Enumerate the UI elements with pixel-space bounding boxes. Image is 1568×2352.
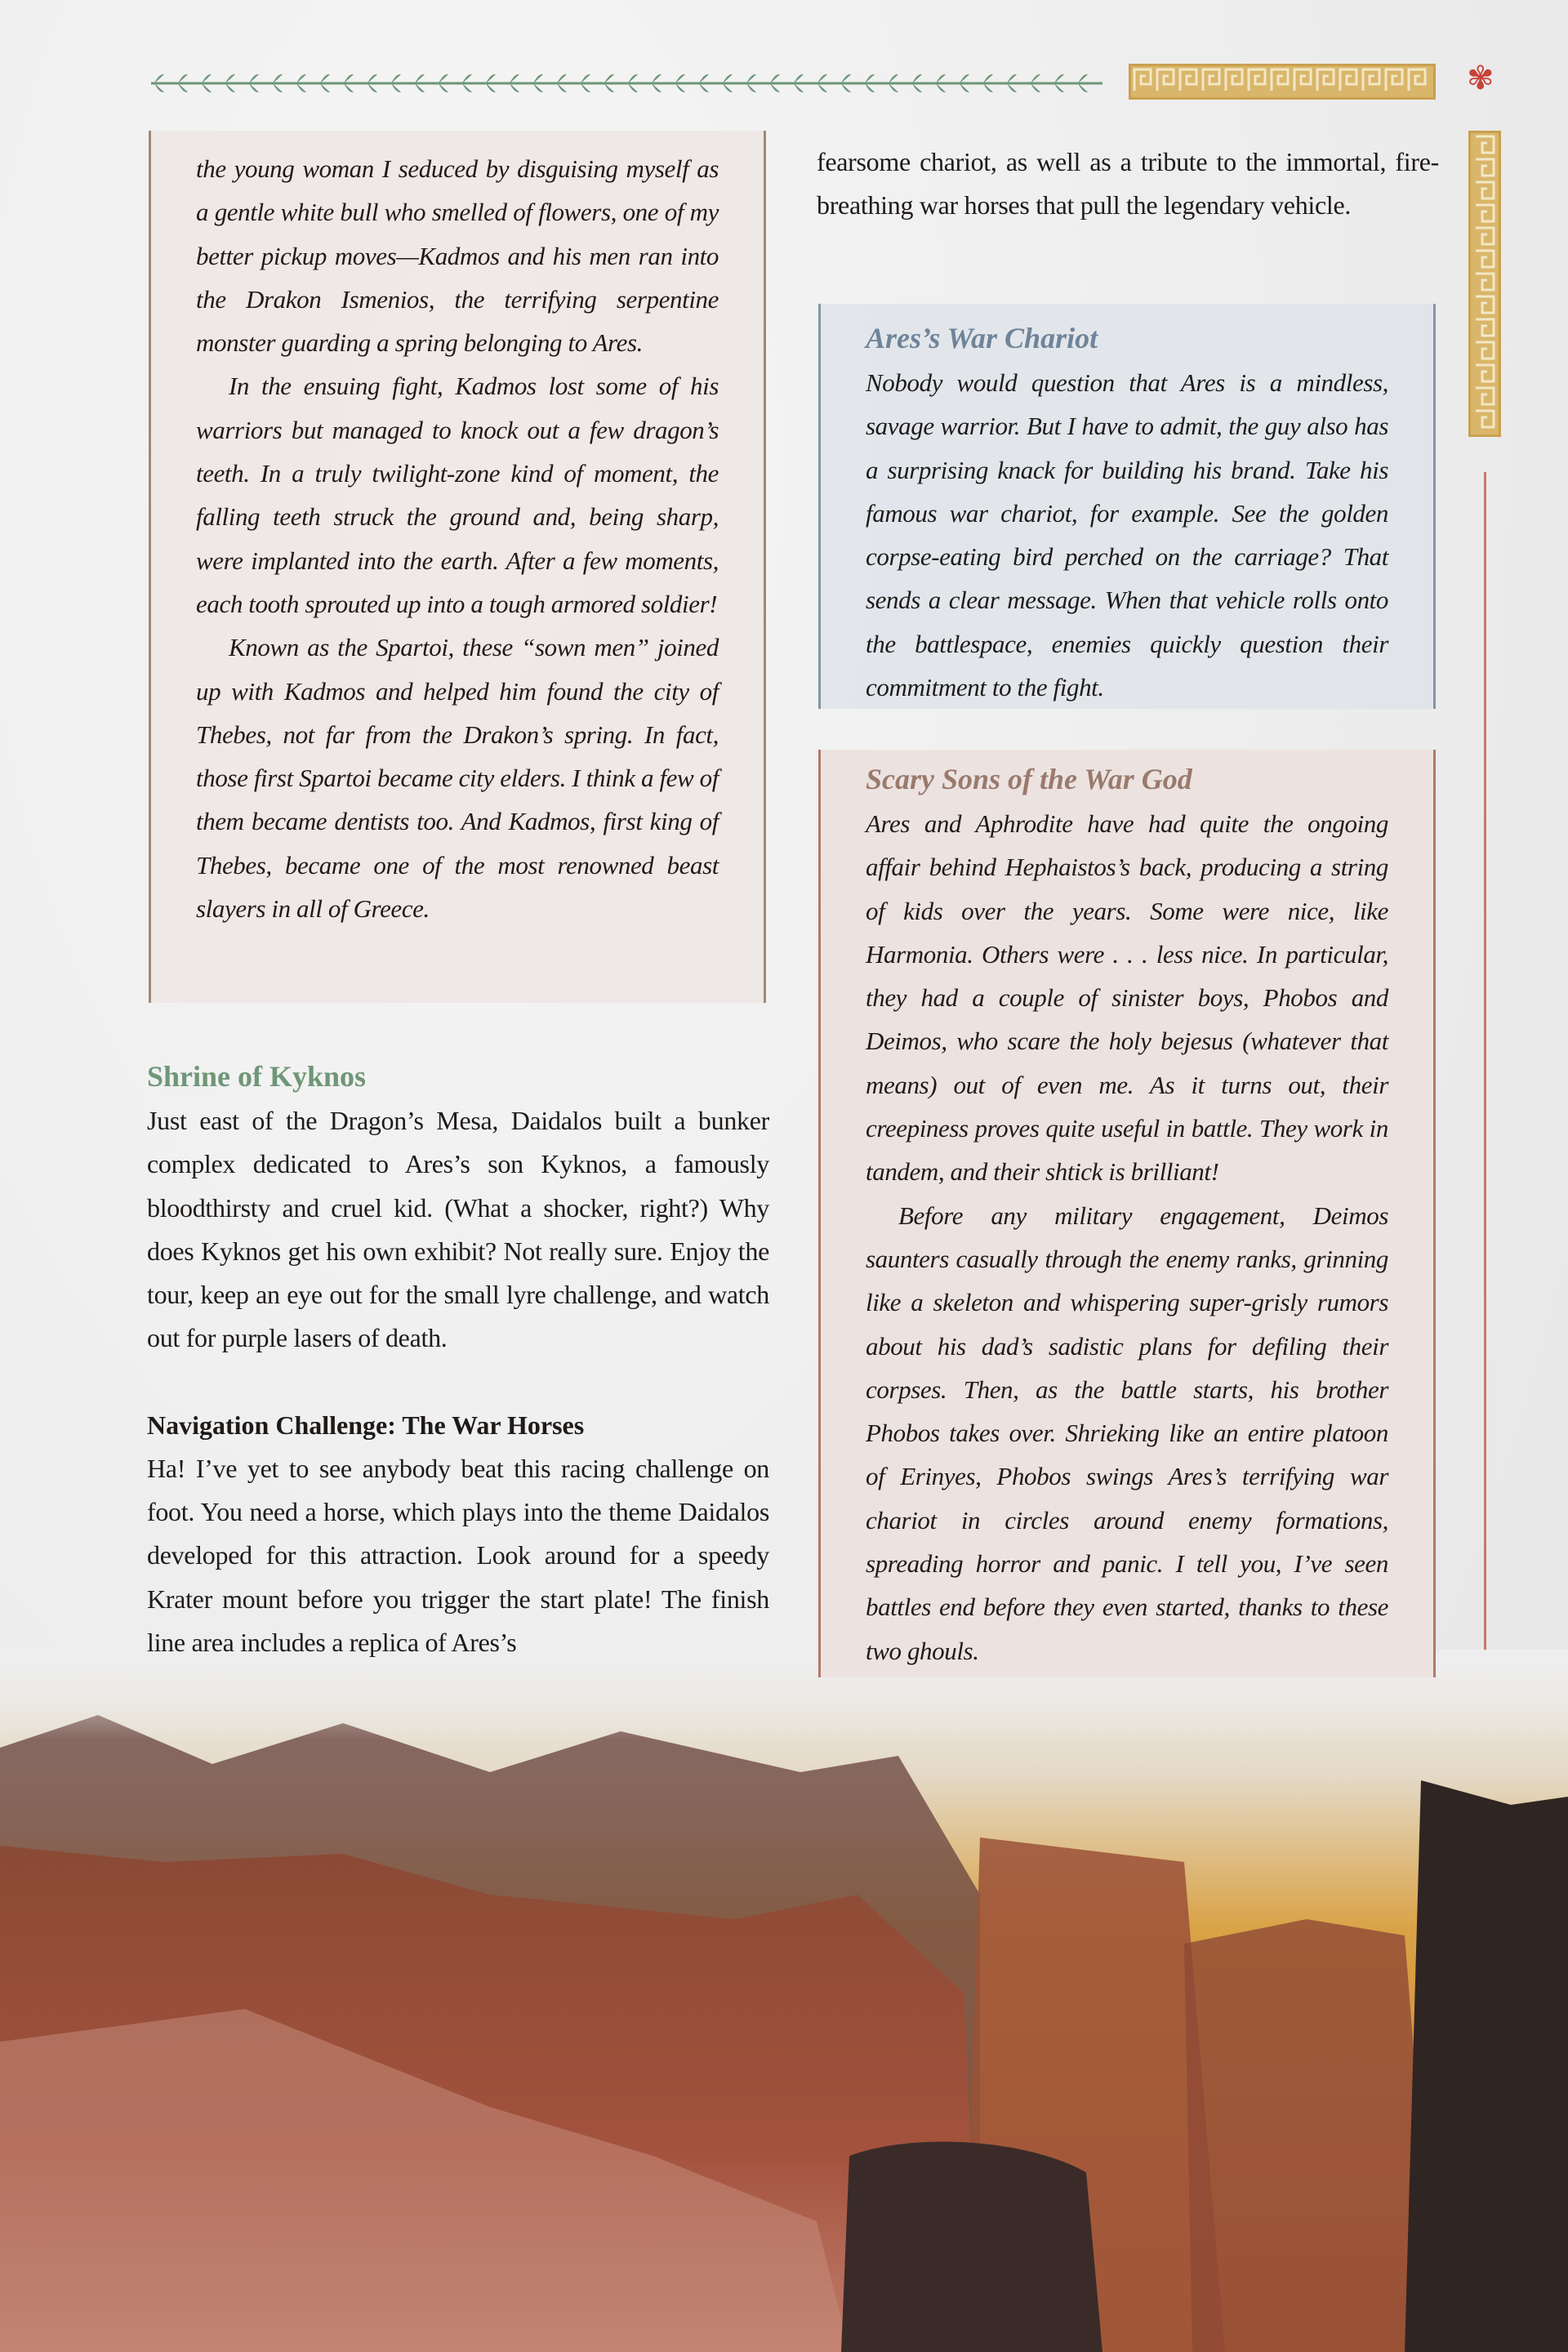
laurel-leaf-icon — [415, 74, 425, 83]
laurel-leaf-icon — [889, 83, 898, 92]
sons-paragraph: Ares and Aphrodite have had quite the ongoing affair behind Hephaistos’s back, producing a string of kids over the years. Some were nice, like Harmonia. Others were . . . less nice. In particular, they had a couple of sinister boys, Phobos and Deimos, who scare the holy bejesus (whatever that means) out of even me. As it turns out, their creepiness proves quite useful in battle. They work in tandem, and their shtick is brilliant! — [866, 809, 1388, 1187]
laurel-leaf-icon — [320, 83, 330, 92]
sidebar-paragraph: the young woman I seduced by disguising myself as a gentle white bull who smelled of flowers, one of my better pickup moves—Kadmos and his men ran into the Drakon Ismenios, the terrifying serpentine monster guarding a spring belonging to Ares. — [196, 154, 719, 358]
greek-key-pattern — [1131, 66, 1433, 97]
laurel-leaf-icon — [273, 74, 283, 83]
right-intro: fearsome chariot, as well as a tribute to the immortal, fire-breathing war horses that pull the legendary vehicle. — [817, 147, 1439, 220]
laurel-leaf-icon — [817, 74, 827, 83]
laurel-leaf-icon — [533, 74, 543, 83]
sidebar-kadmos — [149, 131, 766, 1003]
laurel-leaf-icon — [557, 74, 567, 83]
navigation-body: Ha! I’ve yet to see anybody beat this racing challenge on foot. You need a horse, which plays into the theme Daidalos developed for this attraction. Look around for a speedy Krater mount before you trigger the start plate! The finish line area includes a replica of Ares’s — [147, 1453, 769, 1657]
sidebar-paragraph: In the ensuing fight, Kadmos lost some of his warriors but managed to knock out a few dragon’s teeth. In a truly twilight-zone kind of moment, the falling teeth struck the ground and, being sharp, were implanted into the earth. After a few moments, each tooth sprouted up into a tough armored soldier! — [196, 372, 719, 618]
laurel-leaf-icon — [344, 83, 354, 92]
laurel-leaf-icon — [865, 74, 875, 83]
laurel-leaf-icon — [841, 74, 851, 83]
greek-key-vertical-ornament — [1468, 131, 1501, 437]
sidebar-war-chariot — [818, 304, 1436, 709]
laurel-leaf-icon — [1054, 74, 1064, 83]
laurel-leaf-icon — [202, 74, 212, 83]
laurel-leaf-icon — [486, 83, 496, 92]
laurel-leaf-icon — [1078, 74, 1088, 83]
laurel-leaf-icon — [510, 74, 519, 83]
laurel-leaf-icon — [746, 83, 756, 92]
laurel-leaf-icon — [249, 83, 259, 92]
laurel-leaf-icon — [960, 83, 969, 92]
laurel-leaf-icon — [296, 74, 306, 83]
laurel-leaf-icon — [320, 74, 330, 83]
laurel-leaf-icon — [415, 83, 425, 92]
laurel-leaf-icon — [1007, 74, 1017, 83]
laurel-leaf-icon — [1054, 83, 1064, 92]
laurel-leaf-icon — [391, 74, 401, 83]
sidebar-paragraph: Known as the Spartoi, these “sown men” joined up with Kadmos and helped him found the city of Thebes, not far from the Drakon’s spring. In fact, those first Spartoi became city elders. I think a few of them became dentists too. And Kadmos, first king of Thebes, became one of the most renowned beast slayers in all of Greece. — [196, 633, 719, 924]
laurel-leaf-icon — [983, 83, 993, 92]
laurel-leaf-icon — [225, 74, 235, 83]
laurel-leaf-icon — [912, 74, 922, 83]
laurel-leaf-icon — [1031, 74, 1040, 83]
laurel-leaf-icon — [368, 83, 377, 92]
laurel-leaf-icon — [439, 74, 448, 83]
laurel-leaf-icon — [368, 74, 377, 83]
sons-title: Scary Sons of the War God — [866, 763, 1192, 795]
laurel-leaf-icon — [628, 74, 638, 83]
laurel-leaf-icon — [178, 74, 188, 83]
laurel-leaf-icon — [178, 83, 188, 92]
laurel-leaf-icon — [723, 74, 733, 83]
laurel-leaf-icon — [770, 74, 780, 83]
laurel-leaf-icon — [604, 74, 614, 83]
laurel-leaf-icon — [344, 74, 354, 83]
laurel-leaf-icon — [1007, 83, 1017, 92]
laurel-leaf-icon — [865, 83, 875, 92]
chariot-title: Ares’s War Chariot — [866, 322, 1098, 354]
laurel-leaf-icon — [936, 83, 946, 92]
sidebar-scary-sons — [818, 750, 1436, 1677]
laurel-leaf-icon — [202, 83, 212, 92]
canyon-landscape-illustration — [0, 1650, 1568, 2352]
laurel-leaf-icon — [439, 83, 448, 92]
laurel-leaf-icon — [225, 83, 235, 92]
laurel-leaf-icon — [983, 74, 993, 83]
laurel-leaf-icon — [1078, 83, 1088, 92]
laurel-leaf-icon — [723, 83, 733, 92]
laurel-leaf-icon — [675, 83, 685, 92]
laurel-leaf-icon — [652, 74, 662, 83]
laurel-leaf-icon — [699, 74, 709, 83]
navigation-heading: Navigation Challenge: The War Horses — [147, 1410, 585, 1440]
laurel-leaf-icon — [391, 83, 401, 92]
greek-key-ornament — [1129, 64, 1436, 100]
laurel-leaf-icon — [581, 83, 590, 92]
laurel-leaf-icon — [462, 74, 472, 83]
laurel-leaf-icon — [510, 83, 519, 92]
laurel-leaf-icon — [462, 83, 472, 92]
laurel-leaf-icon — [912, 83, 922, 92]
laurel-leaf-icon — [1031, 83, 1040, 92]
laurel-leaf-icon — [273, 83, 283, 92]
left-column-body — [147, 1054, 769, 1664]
laurel-leaf-icon — [841, 83, 851, 92]
shrine-body: Just east of the Dragon’s Mesa, Daidalos built a bunker complex dedicated to Ares’s son Kyknos, a famously bloodthirsty and cruel kid. (What a shocker, right?) Why does Kyknos get his own exhibit? Not really sure. Enjoy the tour, keep an eye out for the small lyre challenge, and watch out for purple lasers of death. — [147, 1106, 769, 1353]
laurel-leaf-icon — [249, 74, 259, 83]
laurel-leaf-icon — [675, 74, 685, 83]
shrine-heading: Shrine of Kyknos — [147, 1060, 367, 1093]
laurel-leaf-icon — [486, 74, 496, 83]
laurel-leaf-icon — [817, 83, 827, 92]
sons-paragraph: Before any military engagement, Deimos saunters casually through the enemy ranks, grinning like a skeleton and whispering super-grisly rumors about his dad’s sadistic plans for defiling their corpses. Then, as the battle starts, his brother Phobos takes over. Shrieking like an entire platoon of Erinyes, Phobos swings Ares’s terrifying war chariot in circles around enemy formations, spreading horror and panic. I tell you, I’ve seen battles end before they even started, thanks to these two ghouls. — [866, 1200, 1388, 1665]
laurel-leaf-icon — [154, 83, 164, 92]
laurel-leaf-icon — [960, 74, 969, 83]
laurel-vine-ornament — [151, 74, 1102, 93]
laurel-leaf-icon — [746, 74, 756, 83]
laurel-leaf-icon — [936, 74, 946, 83]
greek-key-pattern — [1471, 133, 1499, 434]
laurel-leaf-icon — [889, 74, 898, 83]
laurel-leaf-icon — [604, 83, 614, 92]
laurel-leaf-icon — [581, 74, 590, 83]
laurel-leaf-icon — [628, 83, 638, 92]
laurel-leaf-icon — [699, 83, 709, 92]
laurel-leaf-icon — [154, 74, 164, 83]
laurel-leaf-icon — [652, 83, 662, 92]
laurel-leaf-icon — [557, 83, 567, 92]
laurel-leaf-icon — [296, 83, 306, 92]
chariot-body: Nobody would question that Ares is a mindless, savage warrior. But I have to admit, the guy also has a surprising knack for building his brand. Take his famous war chariot, for example. See the golden corpse-eating bird perched on the carriage? That sends a clear message. When that vehicle rolls onto the battlespace, enemies quickly question their commitment to the fight. — [866, 368, 1388, 702]
laurel-leaf-icon — [794, 83, 804, 92]
laurel-leaf-icon — [794, 74, 804, 83]
flower-ornament-icon: ✾ — [1467, 60, 1494, 96]
laurel-leaf-icon — [533, 83, 543, 92]
right-column-body — [817, 140, 1439, 228]
laurel-leaf-icon — [770, 83, 780, 92]
